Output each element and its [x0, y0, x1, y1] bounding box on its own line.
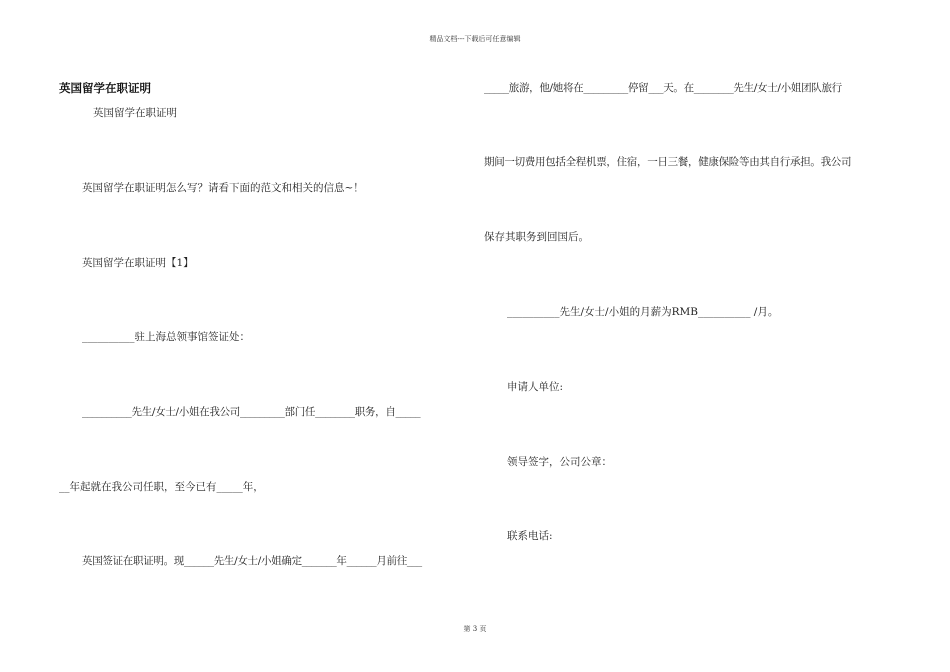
page-header: 精品文档---下载后可任意编辑: [429, 35, 521, 43]
intro-paragraph: 英国留学在职证明怎么写？请看下面的范文和相关的信息~！: [82, 182, 364, 194]
applicant-unit-label: 申请人单位:: [507, 381, 564, 393]
contact-phone-label: 联系电话:: [507, 530, 553, 542]
salary-line: __________先生/女士/小姐的月薪为RMB__________ /月。: [507, 306, 779, 318]
body-line-3: 英国签证在职证明。现______先生/女士/小姐确定_______年______月前往___: [82, 555, 422, 567]
leader-signature-label: 领导签字，公司公章：: [507, 456, 612, 468]
document-title: 英国留学在职证明: [59, 81, 151, 95]
addressee-line: __________驻上海总领事馆签证处：: [82, 331, 250, 343]
body-line-6: 保存其职务到回国后。: [484, 231, 589, 243]
body-line-4: _____旅游，他/她将在_________停留___天。在________先生/女士/小姐团队旅行: [484, 82, 842, 94]
page-number: 第 3 页: [463, 625, 487, 633]
body-line-1: __________先生/女士/小姐在我公司_________部门任________职务，自_____: [82, 406, 421, 418]
body-line-2: __年起就在我公司任职，至今已有_____年，: [59, 481, 264, 493]
sample-heading: 英国留学在职证明【1】: [82, 257, 194, 269]
document-subtitle: 英国留学在职证明: [93, 107, 177, 119]
body-line-5: 期间一切费用包括全程机票，住宿，一日三餐，健康保险等由其自行承担。我公司: [484, 156, 852, 168]
